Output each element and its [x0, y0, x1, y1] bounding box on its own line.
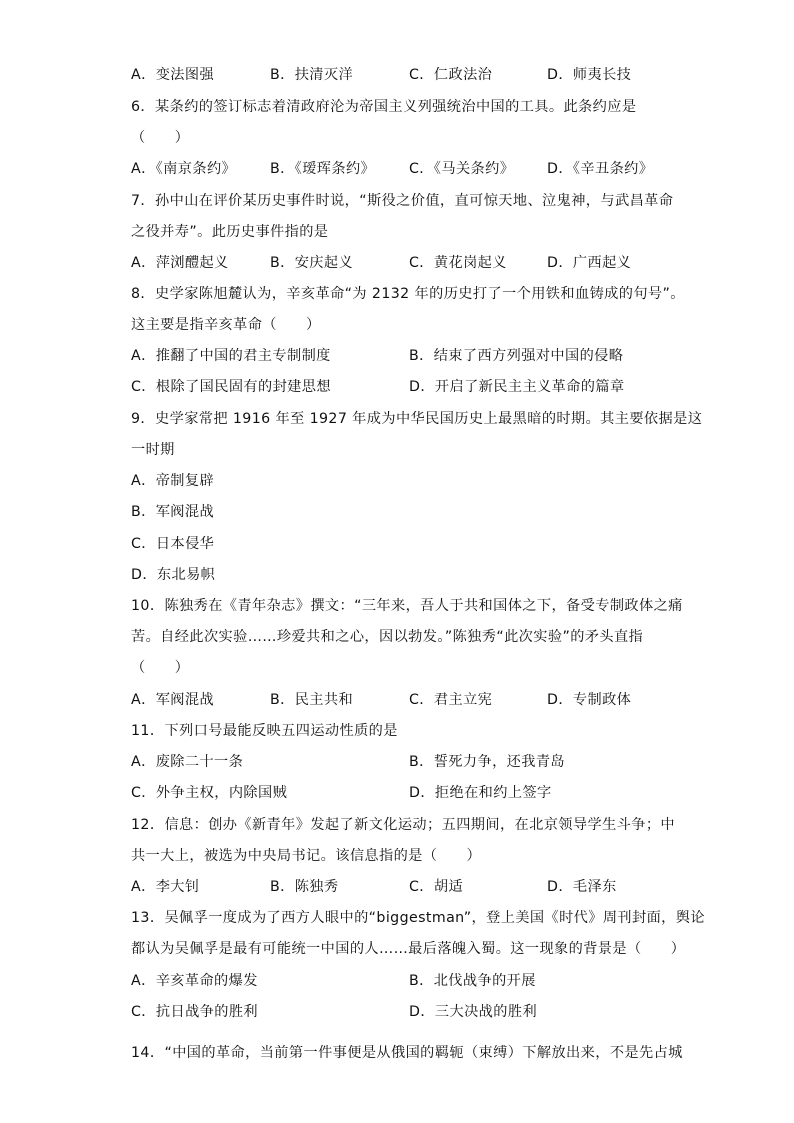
q5-option-a[interactable]: A．变法图强 — [131, 67, 215, 83]
q10-stem-line1: 10．陈独秀在《青年杂志》撰文：“三年来，吾人于共和国体之下，备受专制政体之痛 — [131, 598, 683, 614]
q7-option-a[interactable]: A．萍浏醴起义 — [131, 255, 229, 271]
q9-option-d[interactable]: D．东北易帜 — [131, 567, 216, 583]
q14-stem-line1: 14．“中国的革命，当前第一件事便是从俄国的羁轭（束缚）下解放出来，不是先占城 — [131, 1045, 683, 1061]
q11-stem-line1: 11．下列口号最能反映五四运动性质的是 — [131, 723, 398, 739]
q12-option-b[interactable]: B．陈独秀 — [270, 879, 339, 895]
q10-option-d[interactable]: D．专制政体 — [547, 692, 632, 708]
q12-option-c[interactable]: C．胡适 — [409, 879, 464, 895]
q13-stem-line2: 都认为吴佩孚是最有可能统一中国的人……最后落魄入蜀。这一现象的背景是（ ） — [131, 941, 686, 957]
q6-option-b[interactable]: B．《瑷珲条约》 — [270, 161, 376, 177]
q6-stem-line2: （ ） — [131, 130, 190, 146]
q12-stem-line2: 共一大上，被选为中央局书记。该信息指的是（ ） — [131, 848, 482, 864]
q12-stem-line1: 12．信息：创办《新青年》发起了新文化运动；五四期间，在北京领导学生斗争；中 — [131, 817, 676, 833]
q5-option-c[interactable]: C．仁政法治 — [409, 67, 493, 83]
q13-option-b[interactable]: B．北伐战争的开展 — [409, 973, 536, 989]
q8-option-a[interactable]: A．推翻了中国的君主专制制度 — [131, 348, 331, 364]
q13-stem-line1: 13．吴佩孚一度成为了西方人眼中的“biggestman”，登上美国《时代》周刊封面，舆论 — [131, 910, 705, 926]
q13-option-a[interactable]: A．辛亥革命的爆发 — [131, 973, 258, 989]
q6-stem-line1: 6．某条约的签订标志着清政府沦为帝国主义列强统治中国的工具。此条约应是 — [131, 99, 637, 115]
q11-option-d[interactable]: D．拒绝在和约上签字 — [409, 785, 552, 801]
q6-option-d[interactable]: D．《辛丑条约》 — [547, 161, 654, 177]
q7-option-b[interactable]: B．安庆起义 — [270, 255, 354, 271]
q7-option-d[interactable]: D．广西起义 — [547, 255, 632, 271]
q8-option-d[interactable]: D．开启了新民主主义革命的篇章 — [409, 379, 625, 395]
q7-stem-line1: 7．孙中山在评价某历史事件时说，“斯役之价值，直可惊天地、泣鬼神，与武昌革命 — [131, 193, 674, 209]
q12-option-a[interactable]: A．李大钊 — [131, 879, 200, 895]
q5-option-b[interactable]: B．扶清灭洋 — [270, 67, 354, 83]
q10-stem-line2: 苦。自经此次实验……珍爱共和之心，因以勃发。”陈独秀“此次实验”的矛头直指 — [131, 629, 644, 645]
q13-option-c[interactable]: C．抗日战争的胜利 — [131, 1004, 259, 1020]
q7-stem-line2: 之役并寿”。此历史事件指的是 — [131, 224, 329, 240]
q7-option-c[interactable]: C．黄花岗起义 — [409, 255, 507, 271]
q9-stem-line1: 9．史学家常把 1916 年至 1927 年成为中华民国历史上最黑暗的时期。其主要依据是这 — [131, 411, 703, 427]
q11-option-a[interactable]: A．废除二十一条 — [131, 754, 244, 770]
q9-option-c[interactable]: C．日本侵华 — [131, 536, 215, 552]
q10-option-a[interactable]: A．军阀混战 — [131, 692, 215, 708]
q8-stem-line2: 这主要是指辛亥革命（ ） — [131, 317, 321, 333]
q8-option-c[interactable]: C．根除了国民固有的封建思想 — [131, 379, 331, 395]
q6-option-a[interactable]: A．《南京条约》 — [131, 161, 237, 177]
q10-stem-line3: （ ） — [131, 660, 190, 676]
q8-option-b[interactable]: B．结束了西方列强对中国的侵略 — [409, 348, 624, 364]
q6-option-c[interactable]: C．《马关条约》 — [409, 161, 515, 177]
q12-option-d[interactable]: D．毛泽东 — [547, 879, 617, 895]
q11-option-c[interactable]: C．外争主权，内除国贼 — [131, 785, 288, 801]
q10-option-b[interactable]: B．民主共和 — [270, 692, 354, 708]
q9-option-a[interactable]: A．帝制复辟 — [131, 473, 215, 489]
q5-option-d[interactable]: D．师夷长技 — [547, 67, 632, 83]
q13-option-d[interactable]: D．三大决战的胜利 — [409, 1004, 538, 1020]
q9-option-b[interactable]: B．军阀混战 — [131, 504, 215, 520]
q10-option-c[interactable]: C．君主立宪 — [409, 692, 493, 708]
q11-option-b[interactable]: B．誓死力争，还我青岛 — [409, 754, 566, 770]
q8-stem-line1: 8．史学家陈旭麓认为，辛亥革命“为 2132 年的历史打了一个用铁和血铸成的句号”。 — [131, 286, 685, 302]
q9-stem-line2: 一时期 — [131, 442, 175, 458]
